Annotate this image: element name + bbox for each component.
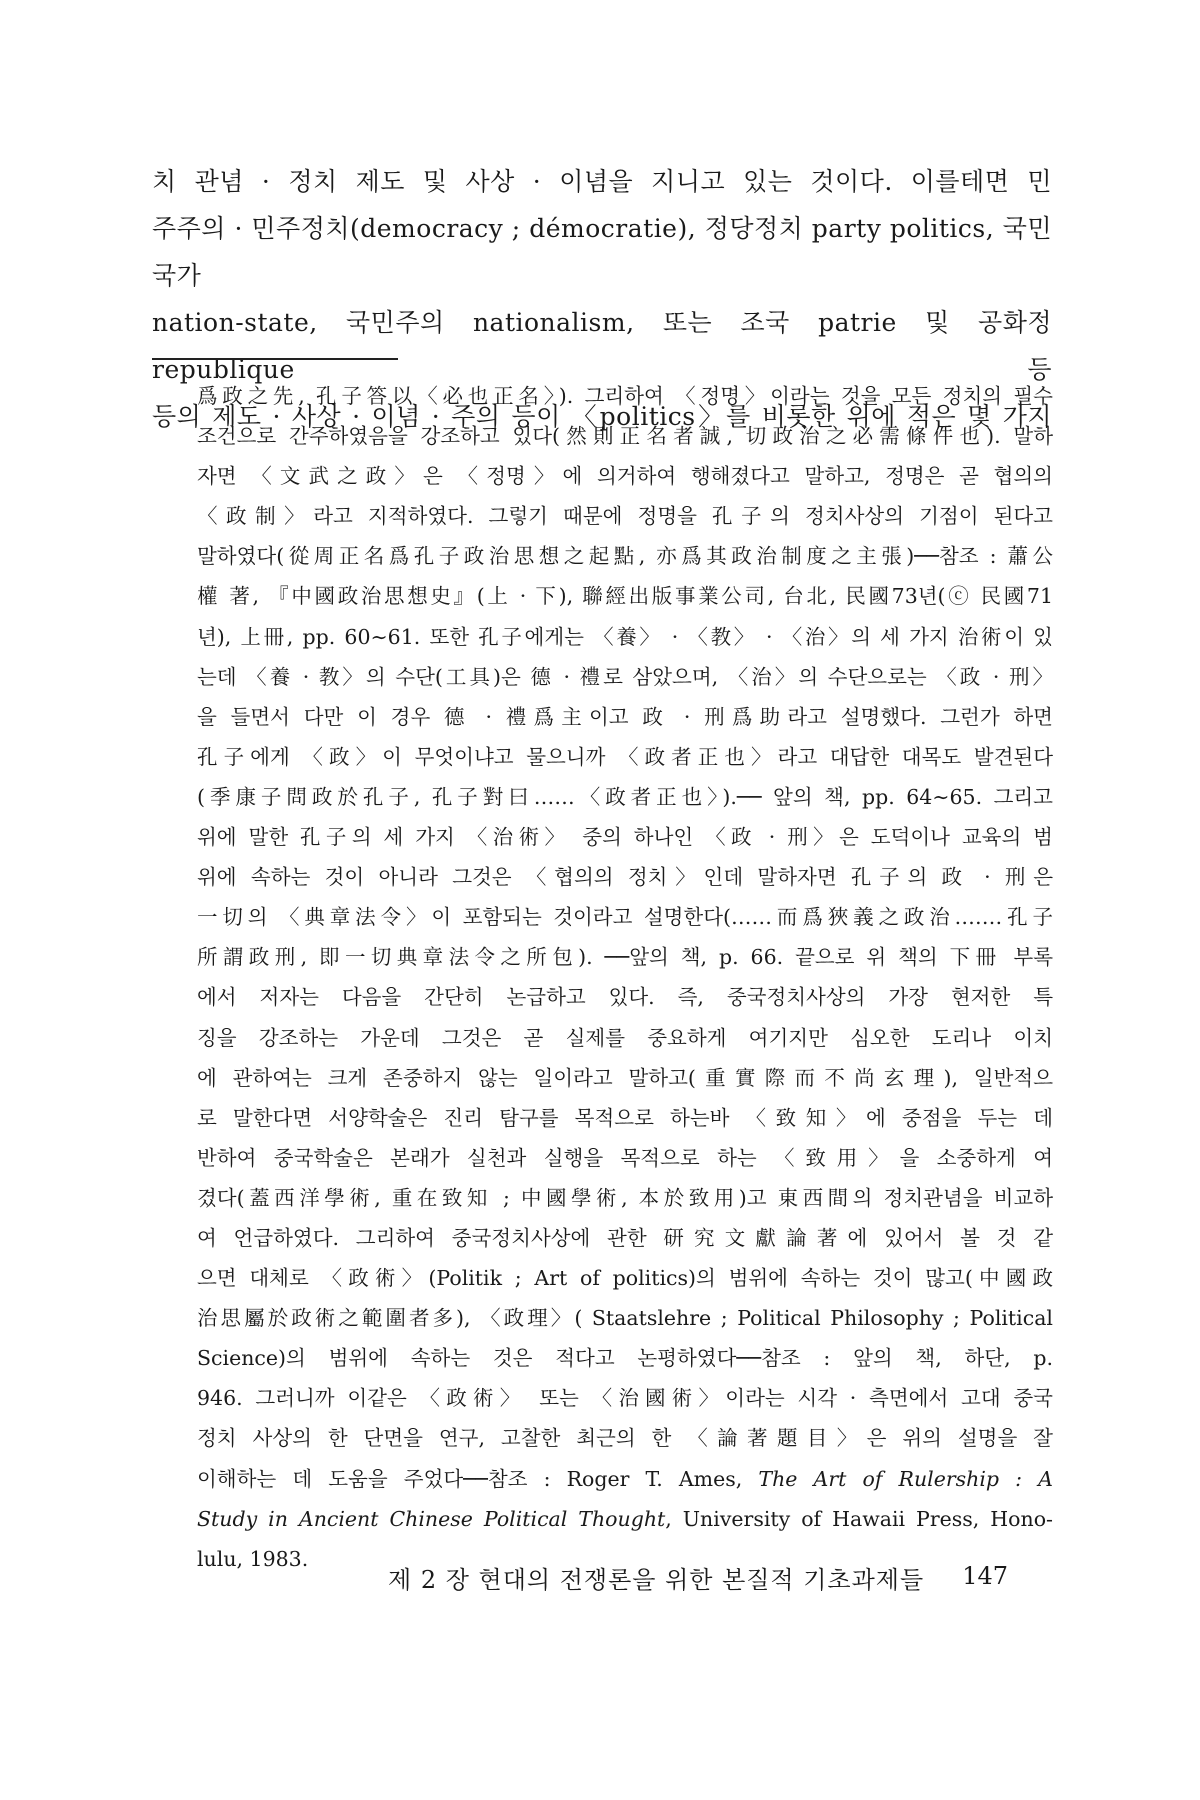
footnote-line: 위에 말한 孔子의 세 가지 〈治術〉 중의 하나인 〈政 · 刑〉은 도덕이나 교육의 범 (197, 825, 1053, 850)
footnote-line: 로 말한다면 서양학술은 진리 탐구를 목적으로 하는바 〈致知〉에 중점을 두는 데 (197, 1105, 1053, 1130)
footnote-line: 所謂政刑, 即一切典章法令之所包). ──앞의 책, p. 66. 끝으로 위 책의 下冊 부록 (197, 945, 1053, 970)
footnote-line: 에 관하여는 크게 존중하지 않는 일이라고 말하고(重實際而不尚玄理), 일반적으 (197, 1065, 1053, 1090)
footnote-line: 년), 上冊, pp. 60∼61. 또한 孔子에게는 〈養〉 · 〈教〉 · 〈治〉의 세 가지 治術이 있 (197, 624, 1053, 649)
page-number: 147 (962, 1562, 1008, 1590)
book-title-continued: Study in Ancient Chinese Political Thought (197, 1506, 666, 1531)
footnote-line: lulu, 1983. (197, 1546, 309, 1571)
footnote (197, 376, 1053, 1579)
footnote-line: 조건으로 간주하였음을 강조하고 있다(然則正名者誠, 切政治之必需條件也). 말하 (197, 424, 1053, 449)
footnote-line: 〈政制〉라고 지적하였다. 그렇기 때문에 정명을 孔子의 정치사상의 기점이 된다고 (197, 504, 1053, 529)
footnote-line: 징을 강조하는 가운데 그것은 곧 실제를 중요하게 여기지만 심오한 도리나 이치 (197, 1025, 1053, 1050)
footnote-line: 는데 〈養 · 教〉의 수단(工具)은 德 · 禮로 삼았으며, 〈治〉의 수단으로는 〈政 · 刑〉 (197, 664, 1053, 689)
footnote-line: 자면 〈文武之政〉은 〈정명〉에 의거하여 행해졌다고 말하고, 정명은 곧 협의의 (197, 464, 1053, 489)
footnote-line: 말하였다(從周正名爲孔子政治思想之起點, 亦爲其政治制度之主張)──참조 : 蕭公 (197, 544, 1053, 569)
footnote-line: 겼다(蓋西洋學術, 重在致知 ; 中國學術, 本於致用)고 東西間의 정치관념을 비교하 (197, 1185, 1053, 1210)
footnote-line: Science)의 범위에 속하는 것은 적다고 논평하였다──참조 : 앞의 책, 하단, p. (197, 1346, 1053, 1371)
main-line: 주주의 · 민주정치(democracy ; démocratie), 정당정치 party politics, 국민국가 (152, 214, 1052, 290)
footnote-line: 946. 그러니까 이같은 〈政術〉 또는 〈治國術〉이라는 시각 · 측면에서 고대 중국 (197, 1386, 1053, 1411)
footnote-divider (152, 358, 398, 360)
footnote-line: 治思屬於政術之範圍者多), 〈政理〉( Staatslehre ; Political Philosophy ; Political (197, 1306, 1053, 1331)
main-line: 등의 제도 · 사상 · 이념 · 주의 등이 〈politics〉를 비롯한 위에 적은 몇 가지 (152, 402, 1052, 431)
chapter-title: 제 2 장 현대의 전쟁론을 위한 본질적 기초과제들 (388, 1566, 925, 1594)
book-title: The Art of Rulership : A (758, 1466, 1053, 1491)
footnote-line: 爲政之先, 孔子答以〈必也正名〉). 그리하여 〈정명〉이라는 것을 모든 정치의 필수 (197, 384, 1053, 408)
main-line: 치 관념 · 정치 제도 및 사상 · 이념을 지니고 있는 것이다. 이를테면 민 (152, 167, 1052, 196)
footnote-line: 一切의 〈典章法令〉이 포함되는 것이라고 설명한다(……而爲狹義之政治.……孔子 (197, 905, 1053, 930)
footnote-line: 정치 사상의 한 단면을 연구, 고찰한 최근의 한 〈論著題目〉은 위의 설명을 잘 (197, 1426, 1053, 1451)
footnote-line: 權 著, 『中國政治思想史』(上 · 下), 聯經出版事業公司, 台北, 民國73년(ⓒ 民國71 (197, 584, 1053, 609)
footnote-line: 으면 대체로 〈政術〉(Politik ; Art of politics)의 범위에 속하는 것이 많고(中國政 (197, 1266, 1053, 1291)
footnote-line: 위에 속하는 것이 아니라 그것은 〈협의의 정치〉인데 말하자면 孔子의 政 · 刑은 (197, 865, 1053, 890)
footnote-line (197, 1459, 1053, 1499)
page-footer (388, 1560, 1008, 1600)
footnote-line: 을 들면서 다만 이 경우 德 · 禮爲主이고 政 · 刑爲助라고 설명했다. 그런가 하면 (197, 704, 1053, 729)
footnote-line: (季康子問政於孔子, 孔子對曰……〈政者正也〉).── 앞의 책, pp. 64∼65. 그리고 (197, 784, 1053, 809)
main-line: nation-state, 국민주의 nationalism, 또는 조국 patrie 및 공화정 republique 등 (152, 308, 1052, 384)
footnote-line: 孔子에게 〈政〉이 무엇이냐고 물으니까 〈政者正也〉라고 대답한 대목도 발견된다 (197, 744, 1053, 769)
footnote-line (197, 1499, 1053, 1539)
footnote-line: 여 언급하였다. 그리하여 중국정치사상에 관한 研究文獻論著에 있어서 볼 것 같 (197, 1225, 1053, 1250)
footnote-text: 이해하는 데 도움을 주었다──참조 : Roger T. Ames, (197, 1466, 759, 1491)
footnote-text: , University of Hawaii Press, Hono- (665, 1506, 1053, 1531)
footnote-line: 반하여 중국학술은 본래가 실천과 실행을 목적으로 하는 〈致用〉을 소중하게 여 (197, 1145, 1053, 1170)
footnote-line: 에서 저자는 다음을 간단히 논급하고 있다. 즉, 중국정치사상의 가장 현저한 특 (197, 985, 1053, 1010)
